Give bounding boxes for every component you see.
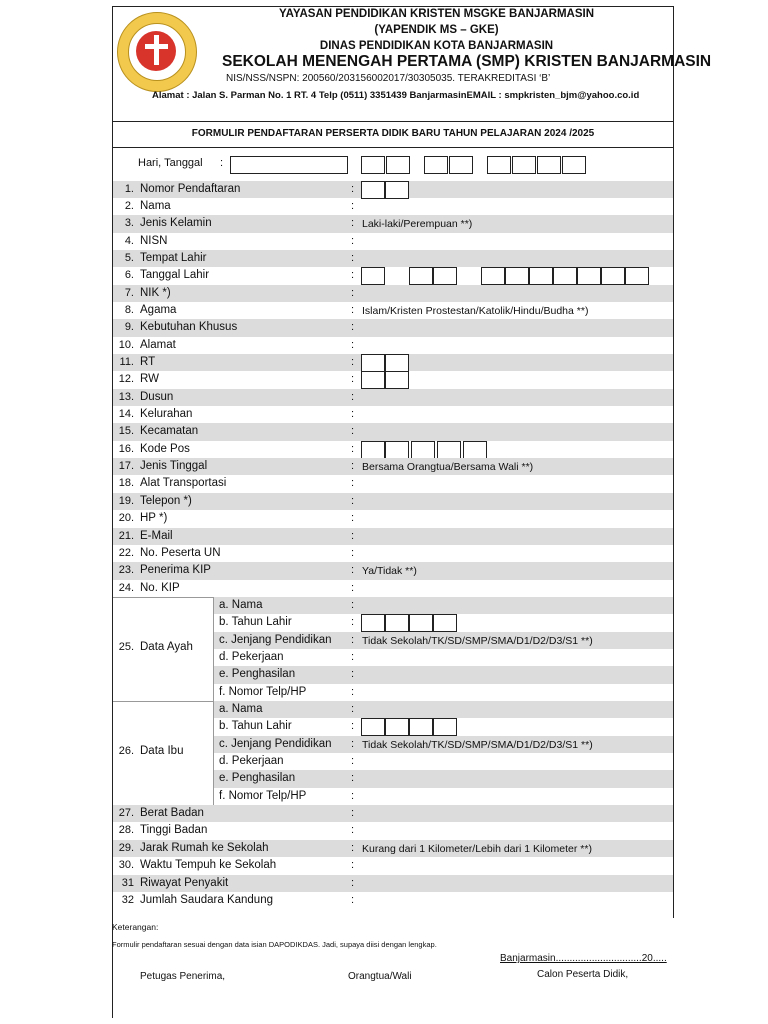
date-colon: : bbox=[220, 157, 224, 169]
row-colon: : bbox=[351, 807, 355, 820]
row-number: 5. bbox=[124, 251, 134, 264]
row-sublabel: c. Jenjang Pendidikan bbox=[219, 633, 332, 646]
row-number: 8. bbox=[124, 303, 134, 316]
row-number: 12. bbox=[118, 373, 134, 386]
form-row bbox=[113, 493, 673, 510]
row-label: Data Ayah bbox=[140, 640, 193, 653]
divider bbox=[112, 121, 674, 122]
row-number: 28. bbox=[118, 824, 134, 837]
row-label: HP *) bbox=[140, 512, 168, 525]
row-label: Penerima KIP bbox=[140, 564, 211, 577]
foundation-name: YAYASAN PENDIDIKAN KRISTEN MSGKE BANJARMASIN bbox=[278, 8, 595, 20]
day-input[interactable] bbox=[230, 156, 348, 174]
row-number: 27. bbox=[118, 807, 134, 820]
row-colon: : bbox=[351, 893, 355, 906]
row-label: Tempat Lahir bbox=[140, 251, 207, 264]
postal-code-box[interactable] bbox=[437, 441, 461, 459]
row-sublabel: b. Tahun Lahir bbox=[219, 720, 292, 733]
row-sublabel: f. Nomor Telp/HP bbox=[219, 685, 307, 698]
row-colon: : bbox=[351, 824, 355, 837]
row-colon: : bbox=[351, 564, 355, 577]
row-sublabel: d. Pekerjaan bbox=[219, 650, 284, 663]
date-box[interactable] bbox=[512, 156, 536, 174]
signature-place-date[interactable]: Banjarmasin...............................20..... bbox=[500, 953, 667, 964]
rt-box[interactable] bbox=[361, 354, 385, 372]
row-number: 20. bbox=[118, 512, 134, 525]
birth-date-box[interactable] bbox=[553, 267, 577, 285]
row-number: 9. bbox=[124, 321, 134, 334]
form-row bbox=[113, 198, 673, 215]
row-number: 7. bbox=[124, 286, 134, 299]
birth-date-box[interactable] bbox=[361, 267, 385, 285]
date-label: Hari, Tanggal bbox=[138, 157, 203, 169]
school-logo bbox=[117, 12, 197, 92]
row-label: NISN bbox=[140, 234, 168, 247]
group-divider bbox=[213, 597, 214, 701]
birth-date-box[interactable] bbox=[481, 267, 505, 285]
signature-orangtua: Orangtua/Wali bbox=[348, 971, 412, 982]
form-row bbox=[113, 406, 673, 423]
row-sublabel: f. Nomor Telp/HP bbox=[219, 789, 307, 802]
row-label: Nama bbox=[140, 199, 171, 212]
row-colon: : bbox=[351, 494, 355, 507]
rw-box[interactable] bbox=[361, 371, 385, 389]
row-label: Kelurahan bbox=[140, 408, 193, 421]
postal-code-box[interactable] bbox=[385, 441, 409, 459]
birth-year-box[interactable] bbox=[385, 718, 409, 736]
row-colon: : bbox=[351, 512, 355, 525]
row-number: 29. bbox=[118, 841, 134, 854]
row-number: 23. bbox=[118, 564, 134, 577]
row-colon: : bbox=[351, 408, 355, 421]
row-number: 13. bbox=[118, 390, 134, 403]
birth-date-box[interactable] bbox=[433, 267, 457, 285]
row-label: Data Ibu bbox=[140, 745, 184, 758]
form-row bbox=[113, 337, 673, 354]
row-number: 24. bbox=[118, 581, 134, 594]
row-label: Tinggi Badan bbox=[140, 824, 208, 837]
birth-year-box[interactable] bbox=[361, 718, 385, 736]
group-divider bbox=[113, 701, 214, 702]
row-colon: : bbox=[351, 859, 355, 872]
registration-number-box[interactable] bbox=[385, 181, 409, 199]
row-label: Waktu Tempuh ke Sekolah bbox=[140, 859, 277, 872]
form-row bbox=[113, 285, 673, 302]
row-label: No. KIP bbox=[140, 581, 180, 594]
row-value[interactable]: Ya/Tidak **) bbox=[362, 565, 417, 578]
row-number: 19. bbox=[118, 494, 134, 507]
row-label: Dusun bbox=[140, 390, 174, 403]
row-colon: : bbox=[351, 251, 355, 264]
notes-text: Formulir pendaftaran sesuai dengan data isian DAPODIKDAS. Jadi, supaya diisi dengan lengkap. bbox=[112, 940, 437, 949]
row-label: Alamat bbox=[140, 338, 176, 351]
date-box[interactable] bbox=[537, 156, 561, 174]
row-label: Nomor Pendaftaran bbox=[140, 182, 241, 195]
row-label: Tanggal Lahir bbox=[140, 269, 210, 282]
row-number: 22. bbox=[118, 546, 134, 559]
row-colon: : bbox=[351, 546, 355, 559]
date-box[interactable] bbox=[487, 156, 511, 174]
row-label: NIK *) bbox=[140, 286, 171, 299]
form-row bbox=[214, 701, 673, 718]
row-value[interactable]: Kurang dari 1 Kilometer/Lebih dari 1 Kilometer **) bbox=[362, 842, 592, 855]
row-colon: : bbox=[351, 581, 355, 594]
row-colon: : bbox=[351, 789, 355, 802]
row-colon: : bbox=[351, 841, 355, 854]
row-colon: : bbox=[351, 668, 355, 681]
date-box[interactable] bbox=[424, 156, 448, 174]
row-colon: : bbox=[351, 720, 355, 733]
row-number: 16. bbox=[118, 442, 134, 455]
row-number: 25. bbox=[118, 640, 134, 653]
form-row bbox=[113, 389, 673, 406]
row-label: No. Peserta UN bbox=[140, 546, 221, 559]
row-sublabel: d. Pekerjaan bbox=[219, 755, 284, 768]
row-label: Jarak Rumah ke Sekolah bbox=[140, 841, 269, 854]
row-sublabel: a. Nama bbox=[219, 598, 263, 611]
row-label: Jumlah Saudara Kandung bbox=[140, 893, 273, 906]
row-sublabel: e. Penghasilan bbox=[219, 772, 296, 785]
row-sublabel: b. Tahun Lahir bbox=[219, 616, 292, 629]
row-colon: : bbox=[351, 390, 355, 403]
registration-number-box[interactable] bbox=[361, 181, 385, 199]
birth-date-box[interactable] bbox=[409, 267, 433, 285]
row-colon: : bbox=[351, 650, 355, 663]
row-colon: : bbox=[351, 442, 355, 455]
row-label: Agama bbox=[140, 303, 177, 316]
row-colon: : bbox=[351, 477, 355, 490]
row-label: RW bbox=[140, 373, 159, 386]
row-colon: : bbox=[351, 529, 355, 542]
row-number: 15. bbox=[118, 425, 134, 438]
form-row bbox=[113, 580, 673, 597]
divider bbox=[112, 147, 674, 148]
row-number: 32 bbox=[121, 893, 134, 906]
row-colon: : bbox=[351, 269, 355, 282]
birth-year-box[interactable] bbox=[361, 614, 385, 632]
row-number: 30. bbox=[118, 859, 134, 872]
form-row bbox=[113, 528, 673, 545]
row-label: Jenis Kelamin bbox=[140, 217, 212, 230]
row-colon: : bbox=[351, 338, 355, 351]
birth-year-box[interactable] bbox=[385, 614, 409, 632]
row-colon: : bbox=[351, 633, 355, 646]
row-colon: : bbox=[351, 703, 355, 715]
row-label: Alat Transportasi bbox=[140, 477, 227, 490]
row-number: 17. bbox=[118, 460, 134, 473]
page-border bbox=[112, 6, 674, 7]
row-value[interactable]: Tidak Sekolah/TK/SD/SMP/SMA/D1/D2/D3/S1 **) bbox=[362, 634, 593, 647]
postal-code-box[interactable] bbox=[361, 441, 385, 459]
rw-box[interactable] bbox=[385, 371, 409, 389]
row-label: Kode Pos bbox=[140, 442, 190, 455]
row-sublabel: a. Nama bbox=[219, 703, 263, 715]
row-label: Telepon *) bbox=[140, 494, 192, 507]
education-office: DINAS PENDIDIKAN KOTA BANJARMASIN bbox=[319, 40, 554, 52]
row-colon: : bbox=[351, 737, 355, 750]
row-colon: : bbox=[351, 217, 355, 230]
row-colon: : bbox=[351, 876, 355, 889]
row-number: 2. bbox=[124, 199, 134, 212]
row-colon: : bbox=[351, 234, 355, 247]
form-row bbox=[214, 597, 673, 614]
row-value[interactable]: Islam/Kristen Prostestan/Katolik/Hindu/Budha **) bbox=[362, 304, 589, 317]
school-address: Alamat : Jalan S. Parman No. 1 RT. 4 Telp (0511) 3351439 BanjarmasinEMAIL : smpkristen_bjm@yahoo.co.id bbox=[152, 90, 640, 101]
row-colon: : bbox=[351, 425, 355, 438]
birth-date-box[interactable] bbox=[505, 267, 529, 285]
row-colon: : bbox=[351, 356, 355, 368]
row-value[interactable]: Laki-laki/Perempuan **) bbox=[362, 218, 473, 231]
birth-year-box[interactable] bbox=[409, 718, 433, 736]
birth-date-box[interactable] bbox=[625, 267, 649, 285]
row-colon: : bbox=[351, 321, 355, 334]
row-label: Riwayat Penyakit bbox=[140, 876, 229, 889]
row-colon: : bbox=[351, 286, 355, 299]
row-label: E-Mail bbox=[140, 529, 173, 542]
row-colon: : bbox=[351, 772, 355, 785]
date-box[interactable] bbox=[361, 156, 385, 174]
birth-date-box[interactable] bbox=[577, 267, 601, 285]
row-sublabel: e. Penghasilan bbox=[219, 668, 296, 681]
birth-date-box[interactable] bbox=[601, 267, 625, 285]
row-number: 14. bbox=[118, 408, 134, 421]
row-colon: : bbox=[351, 616, 355, 629]
row-label: Jenis Tinggal bbox=[140, 460, 208, 473]
row-number: 3. bbox=[124, 217, 134, 230]
row-number: 10. bbox=[118, 338, 134, 351]
form-row bbox=[113, 510, 673, 527]
birth-year-box[interactable] bbox=[433, 718, 457, 736]
school-name: SEKOLAH MENENGAH PERTAMA (SMP) KRISTEN BANJARMASIN bbox=[222, 53, 712, 70]
foundation-abbr: (YAPENDIK MS – GKE) bbox=[374, 24, 499, 36]
row-sublabel: c. Jenjang Pendidikan bbox=[219, 737, 332, 750]
row-number: 31 bbox=[121, 876, 134, 889]
group-divider bbox=[213, 701, 214, 805]
date-box[interactable] bbox=[562, 156, 586, 174]
notes-title: Keterangan: bbox=[112, 922, 159, 932]
signature-petugas: Petugas Penerima, bbox=[140, 971, 226, 982]
row-colon: : bbox=[351, 598, 355, 611]
rt-box[interactable] bbox=[385, 354, 409, 372]
row-colon: : bbox=[351, 303, 355, 316]
row-value[interactable]: Tidak Sekolah/TK/SD/SMP/SMA/D1/D2/D3/S1 **) bbox=[362, 738, 593, 751]
page-border bbox=[673, 6, 674, 918]
row-number: 6. bbox=[124, 269, 134, 282]
row-colon: : bbox=[351, 373, 355, 386]
row-number: 4. bbox=[124, 234, 134, 247]
row-colon: : bbox=[351, 755, 355, 768]
row-number: 21. bbox=[118, 529, 134, 542]
row-colon: : bbox=[351, 685, 355, 698]
row-colon: : bbox=[351, 182, 355, 195]
row-value[interactable]: Bersama Orangtua/Bersama Wali **) bbox=[362, 461, 534, 474]
birth-date-box[interactable] bbox=[529, 267, 553, 285]
row-label: Kecamatan bbox=[140, 425, 199, 438]
form-row bbox=[113, 233, 673, 250]
group-divider bbox=[113, 597, 214, 598]
row-number: 11. bbox=[119, 356, 134, 368]
birth-year-box[interactable] bbox=[433, 614, 457, 632]
row-number: 1. bbox=[124, 182, 134, 195]
row-colon: : bbox=[351, 199, 355, 212]
postal-code-box[interactable] bbox=[463, 441, 487, 459]
form-title: FORMULIR PENDAFTARAN PERSERTA DIDIK BARU TAHUN PELAJARAN 2024 /2025 bbox=[191, 128, 595, 139]
row-label: Kebutuhan Khusus bbox=[140, 321, 238, 334]
date-box[interactable] bbox=[449, 156, 473, 174]
signature-calon: Calon Peserta Didik, bbox=[537, 969, 629, 980]
birth-year-box[interactable] bbox=[409, 614, 433, 632]
row-number: 18. bbox=[118, 477, 134, 490]
date-box[interactable] bbox=[386, 156, 410, 174]
row-number: 26. bbox=[118, 745, 134, 758]
row-label: Berat Badan bbox=[140, 807, 204, 820]
school-ids: NIS/NSS/NSPN: 200560/203156002017/30305035. TERAKREDITASI ‘B’ bbox=[226, 73, 551, 84]
row-label: RT bbox=[140, 356, 156, 368]
row-colon: : bbox=[351, 460, 355, 473]
postal-code-box[interactable] bbox=[411, 441, 435, 459]
